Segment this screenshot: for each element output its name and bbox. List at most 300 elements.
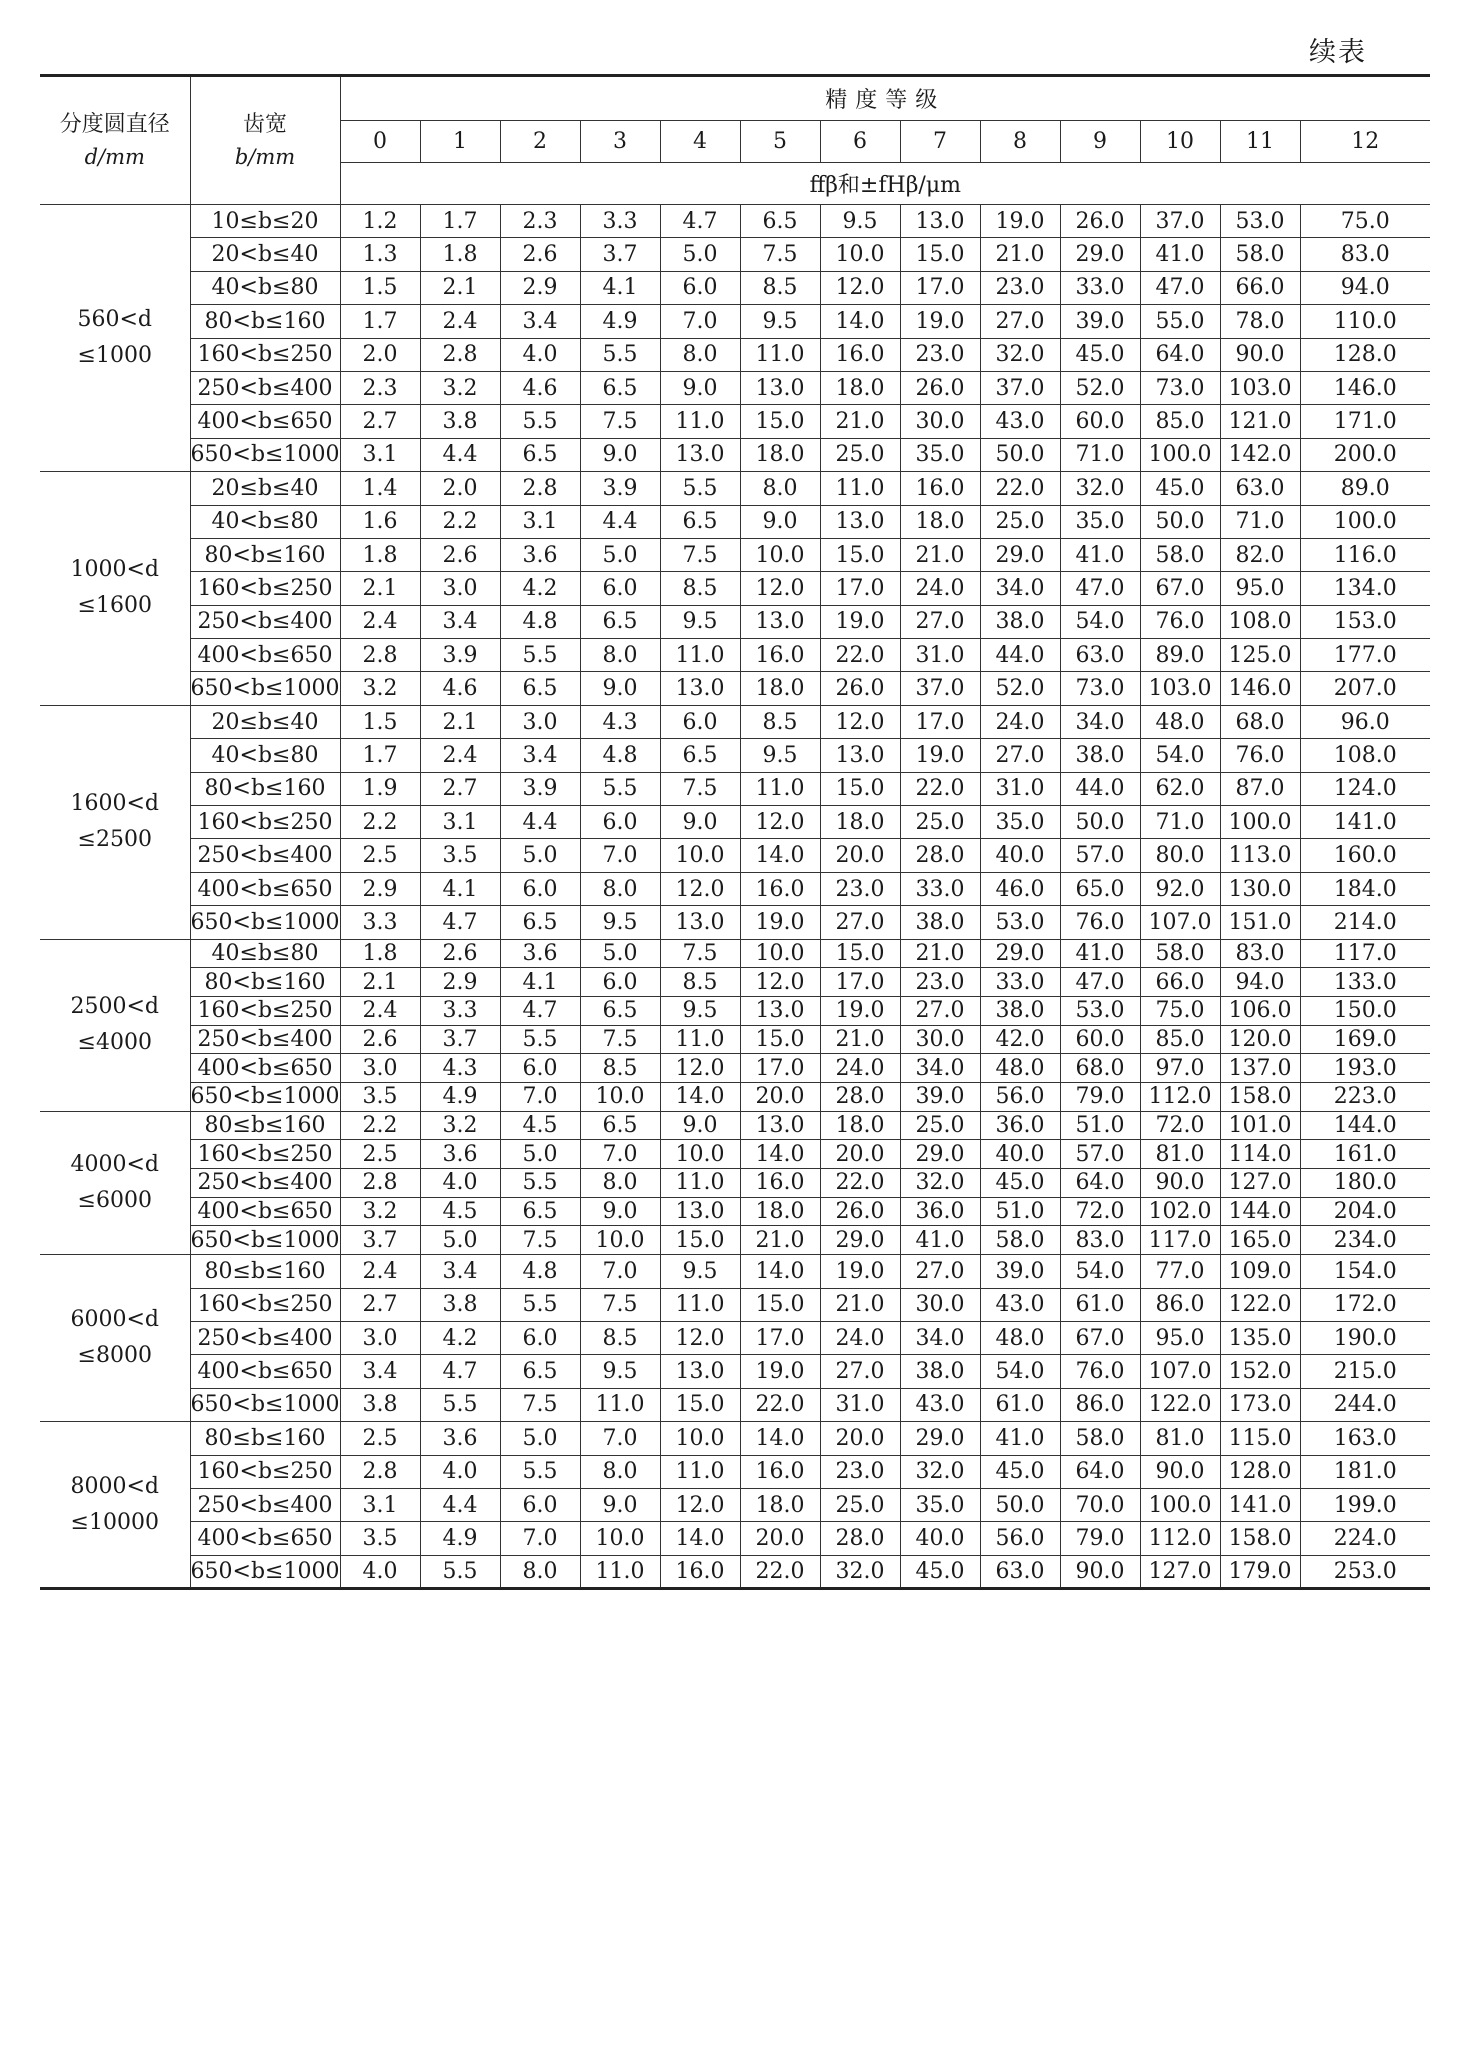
table-row [40,271,1430,304]
tolerance-value-cell: 29.0 [980,538,1060,571]
tolerance-value-cell: 21.0 [820,405,900,438]
tolerance-value-cell: 8.5 [660,968,740,997]
tolerance-value-cell: 3.8 [420,405,500,438]
tolerance-value-cell: 27.0 [820,906,900,939]
tolerance-value-cell: 47.0 [1060,968,1140,997]
tolerance-value-cell: 3.6 [500,538,580,571]
tolerance-value-cell: 2.2 [420,505,500,538]
tolerance-value-cell: 53.0 [1060,996,1140,1025]
tolerance-value-cell: 6.5 [580,371,660,404]
tolerance-value-cell: 22.0 [900,772,980,805]
tolerance-value-cell: 58.0 [1140,939,1220,968]
tolerance-value-cell: 26.0 [820,672,900,705]
tolerance-value-cell: 179.0 [1220,1555,1300,1588]
tolerance-value-cell: 64.0 [1140,338,1220,371]
tolerance-value-cell: 1.7 [340,305,420,338]
tolerance-value-cell: 5.0 [500,1422,580,1455]
tolerance-value-cell: 4.8 [500,1255,580,1288]
tolerance-value-cell: 43.0 [980,1288,1060,1321]
tolerance-value-cell: 33.0 [1060,271,1140,304]
tolerance-value-cell: 18.0 [820,806,900,839]
table-row [40,472,1430,505]
tolerance-value-cell: 2.9 [340,872,420,905]
face-width-range-cell: 160<b≤250 [190,996,340,1025]
tolerance-value-cell: 53.0 [1220,205,1300,238]
tolerance-value-cell: 19.0 [820,996,900,1025]
tolerance-value-cell: 8.5 [740,705,820,738]
table-row [40,872,1430,905]
tolerance-value-cell: 2.1 [420,705,500,738]
tolerance-value-cell: 6.0 [580,968,660,997]
table-row [40,605,1430,638]
tolerance-value-cell: 48.0 [980,1054,1060,1083]
tolerance-value-cell: 92.0 [1140,872,1220,905]
tolerance-value-cell: 42.0 [980,1025,1060,1054]
tolerance-value-cell: 141.0 [1220,1488,1300,1521]
tolerance-value-cell: 8.0 [580,1169,660,1198]
tolerance-value-cell: 73.0 [1140,371,1220,404]
tolerance-value-cell: 25.0 [820,438,900,471]
tolerance-value-cell: 11.0 [660,1025,740,1054]
tolerance-value-cell: 125.0 [1220,639,1300,672]
tolerance-value-cell: 4.3 [420,1054,500,1083]
tolerance-value-cell: 22.0 [980,472,1060,505]
tolerance-value-cell: 120.0 [1220,1025,1300,1054]
tolerance-value-cell: 45.0 [1060,338,1140,371]
face-width-range-cell: 400<b≤650 [190,1355,340,1388]
face-width-range-cell: 160<b≤250 [190,1455,340,1488]
tolerance-value-cell: 3.0 [340,1054,420,1083]
tolerance-value-cell: 54.0 [1060,605,1140,638]
tolerance-value-cell: 86.0 [1140,1288,1220,1321]
tolerance-value-cell: 8.0 [660,338,740,371]
tolerance-value-cell: 124.0 [1300,772,1430,805]
header-diameter: 分度圆直径 d/mm [40,76,190,205]
table-row [40,305,1430,338]
tolerance-value-cell: 23.0 [980,271,1060,304]
tolerance-value-cell: 95.0 [1140,1321,1220,1354]
tolerance-value-cell: 4.0 [500,338,580,371]
tolerance-value-cell: 100.0 [1300,505,1430,538]
tolerance-value-cell: 9.5 [740,739,820,772]
tolerance-value-cell: 23.0 [820,872,900,905]
tolerance-value-cell: 8.0 [580,639,660,672]
tolerance-value-cell: 44.0 [980,639,1060,672]
tolerance-value-cell: 14.0 [660,1522,740,1555]
tolerance-value-cell: 2.0 [420,472,500,505]
tolerance-value-cell: 117.0 [1300,939,1430,968]
tolerance-value-cell: 4.4 [580,505,660,538]
face-width-range-cell: 650<b≤1000 [190,672,340,705]
tolerance-value-cell: 5.5 [500,1288,580,1321]
tolerance-value-cell: 2.2 [340,806,420,839]
table-row [40,538,1430,571]
tolerance-value-cell: 5.5 [580,338,660,371]
tolerance-value-cell: 26.0 [1060,205,1140,238]
face-width-range-cell: 160<b≤250 [190,572,340,605]
tolerance-value-cell: 100.0 [1140,1488,1220,1521]
tolerance-value-cell: 17.0 [740,1054,820,1083]
tolerance-value-cell: 108.0 [1300,739,1430,772]
tolerance-value-cell: 223.0 [1300,1083,1430,1112]
tolerance-value-cell: 3.9 [580,472,660,505]
tolerance-value-cell: 3.5 [420,839,500,872]
tolerance-value-cell: 6.0 [580,572,660,605]
tolerance-value-cell: 144.0 [1300,1111,1430,1140]
tolerance-value-cell: 6.5 [500,906,580,939]
tolerance-value-cell: 15.0 [820,538,900,571]
tolerance-value-cell: 25.0 [820,1488,900,1521]
tolerance-value-cell: 9.0 [660,806,740,839]
tolerance-value-cell: 19.0 [980,205,1060,238]
tolerance-value-cell: 61.0 [980,1388,1060,1421]
table-row [40,839,1430,872]
tolerance-value-cell: 60.0 [1060,405,1140,438]
tolerance-value-cell: 21.0 [740,1226,820,1255]
tolerance-value-cell: 56.0 [980,1522,1060,1555]
tolerance-value-cell: 14.0 [820,305,900,338]
tolerance-value-cell: 73.0 [1060,672,1140,705]
tolerance-value-cell: 17.0 [820,968,900,997]
face-width-range-cell: 400<b≤650 [190,872,340,905]
tolerance-value-cell: 3.2 [420,1111,500,1140]
tolerance-value-cell: 8.5 [580,1054,660,1083]
tolerance-value-cell: 6.5 [580,1111,660,1140]
header-accuracy-grade: 精度等级 [340,76,1430,121]
tolerance-value-cell: 10.0 [740,538,820,571]
tolerance-value-cell: 1.6 [340,505,420,538]
tolerance-value-cell: 11.0 [660,1455,740,1488]
diameter-range-cell: 6000<d ≤8000 [40,1255,190,1422]
tolerance-value-cell: 16.0 [660,1555,740,1588]
table-row [40,1111,1430,1140]
tolerance-value-cell: 34.0 [980,572,1060,605]
tolerance-value-cell: 85.0 [1140,405,1220,438]
tolerance-value-cell: 6.5 [500,1197,580,1226]
table-row [40,772,1430,805]
tolerance-value-cell: 24.0 [980,705,1060,738]
tolerance-value-cell: 101.0 [1220,1111,1300,1140]
tolerance-value-cell: 14.0 [740,1422,820,1455]
table-row [40,205,1430,238]
tolerance-value-cell: 18.0 [820,371,900,404]
tolerance-value-cell: 56.0 [980,1083,1060,1112]
tolerance-value-cell: 89.0 [1140,639,1220,672]
tolerance-value-cell: 81.0 [1140,1140,1220,1169]
tolerance-value-cell: 224.0 [1300,1522,1430,1555]
diameter-range-cell: 1600<d ≤2500 [40,705,190,939]
tolerance-value-cell: 5.5 [500,405,580,438]
tolerance-value-cell: 4.9 [580,305,660,338]
face-width-range-cell: 650<b≤1000 [190,438,340,471]
tolerance-value-cell: 180.0 [1300,1169,1430,1198]
tolerance-value-cell: 177.0 [1300,639,1430,672]
tolerance-value-cell: 4.3 [580,705,660,738]
tolerance-value-cell: 20.0 [740,1083,820,1112]
tolerance-value-cell: 9.0 [580,672,660,705]
tolerance-value-cell: 8.5 [580,1321,660,1354]
tolerance-value-cell: 114.0 [1220,1140,1300,1169]
tolerance-value-cell: 4.7 [420,906,500,939]
tolerance-value-cell: 22.0 [820,639,900,672]
tolerance-value-cell: 160.0 [1300,839,1430,872]
face-width-range-cell: 650<b≤1000 [190,1084,340,1110]
tolerance-value-cell: 1.7 [420,205,500,238]
tolerance-value-cell: 7.0 [500,1522,580,1555]
tolerance-value-cell: 27.0 [900,1255,980,1288]
face-width-range-cell: 40≤b≤80 [190,939,340,968]
table-row [40,1083,1430,1112]
tolerance-value-cell: 1.4 [340,472,420,505]
tolerance-value-cell: 4.9 [420,1522,500,1555]
tolerance-value-cell: 199.0 [1300,1488,1430,1521]
tolerance-value-cell: 173.0 [1220,1388,1300,1421]
tolerance-value-cell: 7.5 [660,939,740,968]
tolerance-value-cell: 4.1 [580,271,660,304]
tolerance-value-cell: 41.0 [1140,238,1220,271]
tolerance-value-cell: 2.9 [420,968,500,997]
tolerance-value-cell: 5.5 [420,1555,500,1588]
table-row [40,238,1430,271]
tolerance-value-cell: 5.0 [660,238,740,271]
face-width-range-cell: 250<b≤400 [190,1025,340,1054]
tolerance-value-cell: 50.0 [1140,505,1220,538]
tolerance-value-cell: 10.0 [580,1226,660,1255]
tolerance-value-cell: 13.0 [660,906,740,939]
tolerance-value-cell: 51.0 [980,1197,1060,1226]
tolerance-value-cell: 181.0 [1300,1455,1430,1488]
tolerance-value-cell: 17.0 [820,572,900,605]
tolerance-value-cell: 11.0 [660,1169,740,1198]
tolerance-value-cell: 113.0 [1220,839,1300,872]
tolerance-value-cell: 128.0 [1220,1455,1300,1488]
tolerance-value-cell: 66.0 [1220,271,1300,304]
tolerance-value-cell: 12.0 [820,271,900,304]
tolerance-value-cell: 13.0 [660,672,740,705]
tolerance-value-cell: 79.0 [1060,1083,1140,1112]
tolerance-value-cell: 4.0 [420,1455,500,1488]
tolerance-value-cell: 8.5 [660,572,740,605]
tolerance-value-cell: 1.2 [340,205,420,238]
tolerance-value-cell: 12.0 [740,968,820,997]
face-width-range-cell: 10≤b≤20 [190,205,340,238]
tolerance-value-cell: 40.0 [900,1522,980,1555]
tolerance-value-cell: 13.0 [740,1111,820,1140]
face-width-range-cell: 250<b≤400 [190,1169,340,1198]
tolerance-value-cell: 2.6 [340,1025,420,1054]
tolerance-value-cell: 5.5 [580,772,660,805]
tolerance-value-cell: 134.0 [1300,572,1430,605]
tolerance-value-cell: 2.6 [420,939,500,968]
grade-header-11: 11 [1220,121,1300,163]
tolerance-value-cell: 3.3 [420,996,500,1025]
face-width-range-cell: 650<b≤1000 [190,1555,340,1588]
tolerance-value-cell: 4.9 [420,1083,500,1112]
tolerance-value-cell: 2.0 [340,338,420,371]
tolerance-value-cell: 19.0 [900,739,980,772]
face-width-range-cell: 250<b≤400 [190,605,340,638]
tolerance-value-cell: 38.0 [1060,739,1140,772]
table-row [40,1355,1430,1388]
tolerance-value-cell: 13.0 [660,1355,740,1388]
tolerance-value-cell: 7.0 [580,1255,660,1288]
tolerance-value-cell: 137.0 [1220,1054,1300,1083]
tolerance-value-cell: 1.7 [340,739,420,772]
tolerance-value-cell: 3.4 [420,605,500,638]
tolerance-value-cell: 12.0 [660,1488,740,1521]
tolerance-value-cell: 96.0 [1300,705,1430,738]
diameter-range-cell: 560<d ≤1000 [40,205,190,472]
header-unit: ffβ和±fHβ/μm [340,163,1430,205]
tolerance-value-cell: 14.0 [740,839,820,872]
tolerance-value-cell: 13.0 [740,605,820,638]
tolerance-value-cell: 39.0 [980,1255,1060,1288]
tolerance-value-cell: 9.0 [740,505,820,538]
tolerance-value-cell: 107.0 [1140,906,1220,939]
tolerance-value-cell: 144.0 [1220,1197,1300,1226]
tolerance-value-cell: 130.0 [1220,872,1300,905]
tolerance-value-cell: 38.0 [900,1355,980,1388]
tolerance-value-cell: 2.2 [340,1111,420,1140]
tolerance-value-cell: 12.0 [820,705,900,738]
tolerance-value-cell: 90.0 [1140,1169,1220,1198]
tolerance-value-cell: 7.5 [740,238,820,271]
tolerance-value-cell: 51.0 [1060,1111,1140,1140]
tolerance-value-cell: 19.0 [820,1255,900,1288]
tolerance-value-cell: 151.0 [1220,906,1300,939]
tolerance-value-cell: 71.0 [1140,806,1220,839]
tolerance-value-cell: 10.0 [580,1083,660,1112]
tolerance-value-cell: 3.1 [420,806,500,839]
tolerance-value-cell: 29.0 [1060,238,1140,271]
tolerance-value-cell: 68.0 [1060,1054,1140,1083]
tolerance-value-cell: 2.5 [340,1140,420,1169]
face-width-range-cell: 160<b≤250 [190,1288,340,1321]
tolerance-value-cell: 2.8 [340,639,420,672]
tolerance-value-cell: 22.0 [820,1169,900,1198]
tolerance-value-cell: 52.0 [980,672,1060,705]
face-width-range-cell: 20≤b≤40 [190,705,340,738]
face-width-range-cell: 40<b≤80 [190,271,340,304]
tolerance-value-cell: 29.0 [820,1226,900,1255]
tolerance-value-cell: 65.0 [1060,872,1140,905]
tolerance-value-cell: 35.0 [900,1488,980,1521]
tolerance-value-cell: 16.0 [900,472,980,505]
tolerance-value-cell: 10.0 [660,1422,740,1455]
tolerance-value-cell: 33.0 [980,968,1060,997]
tolerance-value-cell: 6.5 [500,1355,580,1388]
tolerance-value-cell: 16.0 [740,1455,820,1488]
tolerance-value-cell: 207.0 [1300,672,1430,705]
tolerance-value-cell: 76.0 [1060,906,1140,939]
continued-label: 续表 [1309,37,1367,68]
tolerance-value-cell: 6.5 [500,438,580,471]
tolerance-value-cell: 1.5 [340,271,420,304]
tolerance-value-cell: 190.0 [1300,1321,1430,1354]
tolerance-value-cell: 2.1 [340,968,420,997]
table-row [40,1169,1430,1198]
table-row [40,1455,1430,1488]
tolerance-value-cell: 27.0 [900,996,980,1025]
tolerance-value-cell: 7.5 [500,1226,580,1255]
tolerance-value-cell: 25.0 [900,806,980,839]
tolerance-value-cell: 5.5 [500,1455,580,1488]
tolerance-value-cell: 29.0 [900,1422,980,1455]
tolerance-value-cell: 75.0 [1300,205,1430,238]
tolerance-value-cell: 78.0 [1220,305,1300,338]
tolerance-value-cell: 45.0 [900,1555,980,1588]
tolerance-value-cell: 17.0 [740,1321,820,1354]
tolerance-value-cell: 11.0 [660,405,740,438]
tolerance-value-cell: 28.0 [900,839,980,872]
tolerance-value-cell: 13.0 [820,505,900,538]
tolerance-value-cell: 2.7 [420,772,500,805]
face-width-range-cell: 80<b≤160 [190,538,340,571]
tolerance-value-cell: 4.0 [420,1169,500,1198]
tolerance-value-cell: 1.3 [340,238,420,271]
tolerance-value-cell: 81.0 [1140,1422,1220,1455]
tolerance-value-cell: 14.0 [660,1083,740,1112]
face-width-range-cell: 160<b≤250 [190,1140,340,1169]
tolerance-value-cell: 23.0 [900,968,980,997]
tolerance-value-cell: 11.0 [820,472,900,505]
tolerance-value-cell: 10.0 [660,1140,740,1169]
table-row [40,505,1430,538]
tolerance-value-cell: 8.0 [500,1555,580,1588]
tolerance-value-cell: 16.0 [820,338,900,371]
tolerance-value-cell: 32.0 [900,1455,980,1488]
tolerance-value-cell: 28.0 [820,1522,900,1555]
tolerance-value-cell: 2.4 [340,605,420,638]
tolerance-value-cell: 53.0 [980,906,1060,939]
table-row [40,338,1430,371]
tolerance-value-cell: 36.0 [980,1111,1060,1140]
tolerance-value-cell: 31.0 [980,772,1060,805]
tolerance-value-cell: 85.0 [1140,1025,1220,1054]
tolerance-value-cell: 7.5 [660,538,740,571]
tolerance-value-cell: 41.0 [1060,939,1140,968]
tolerance-value-cell: 2.3 [500,205,580,238]
tolerance-value-cell: 10.0 [820,238,900,271]
tolerance-value-cell: 12.0 [740,806,820,839]
tolerance-value-cell: 106.0 [1220,996,1300,1025]
tolerance-value-cell: 2.1 [340,572,420,605]
tolerance-value-cell: 52.0 [1060,371,1140,404]
tolerance-value-cell: 102.0 [1140,1197,1220,1226]
tolerance-value-cell: 7.0 [580,839,660,872]
table-row [40,1488,1430,1521]
tolerance-value-cell: 20.0 [820,1140,900,1169]
tolerance-value-cell: 2.8 [500,472,580,505]
tolerance-value-cell: 146.0 [1300,371,1430,404]
tolerance-value-cell: 3.6 [420,1422,500,1455]
tolerance-value-cell: 94.0 [1300,271,1430,304]
tolerance-value-cell: 7.5 [580,405,660,438]
tolerance-value-cell: 2.4 [340,1255,420,1288]
tolerance-value-cell: 11.0 [580,1388,660,1421]
tolerance-value-cell: 25.0 [900,1111,980,1140]
tolerance-value-cell: 90.0 [1140,1455,1220,1488]
tolerance-value-cell: 128.0 [1300,338,1430,371]
tolerance-value-cell: 21.0 [980,238,1060,271]
tolerance-value-cell: 214.0 [1300,906,1430,939]
tolerance-value-cell: 3.4 [500,305,580,338]
table-row [40,705,1430,738]
diameter-range-cell: 2500<d ≤4000 [40,939,190,1111]
tolerance-value-cell: 15.0 [740,1025,820,1054]
table-row [40,438,1430,471]
table-row [40,1388,1430,1421]
